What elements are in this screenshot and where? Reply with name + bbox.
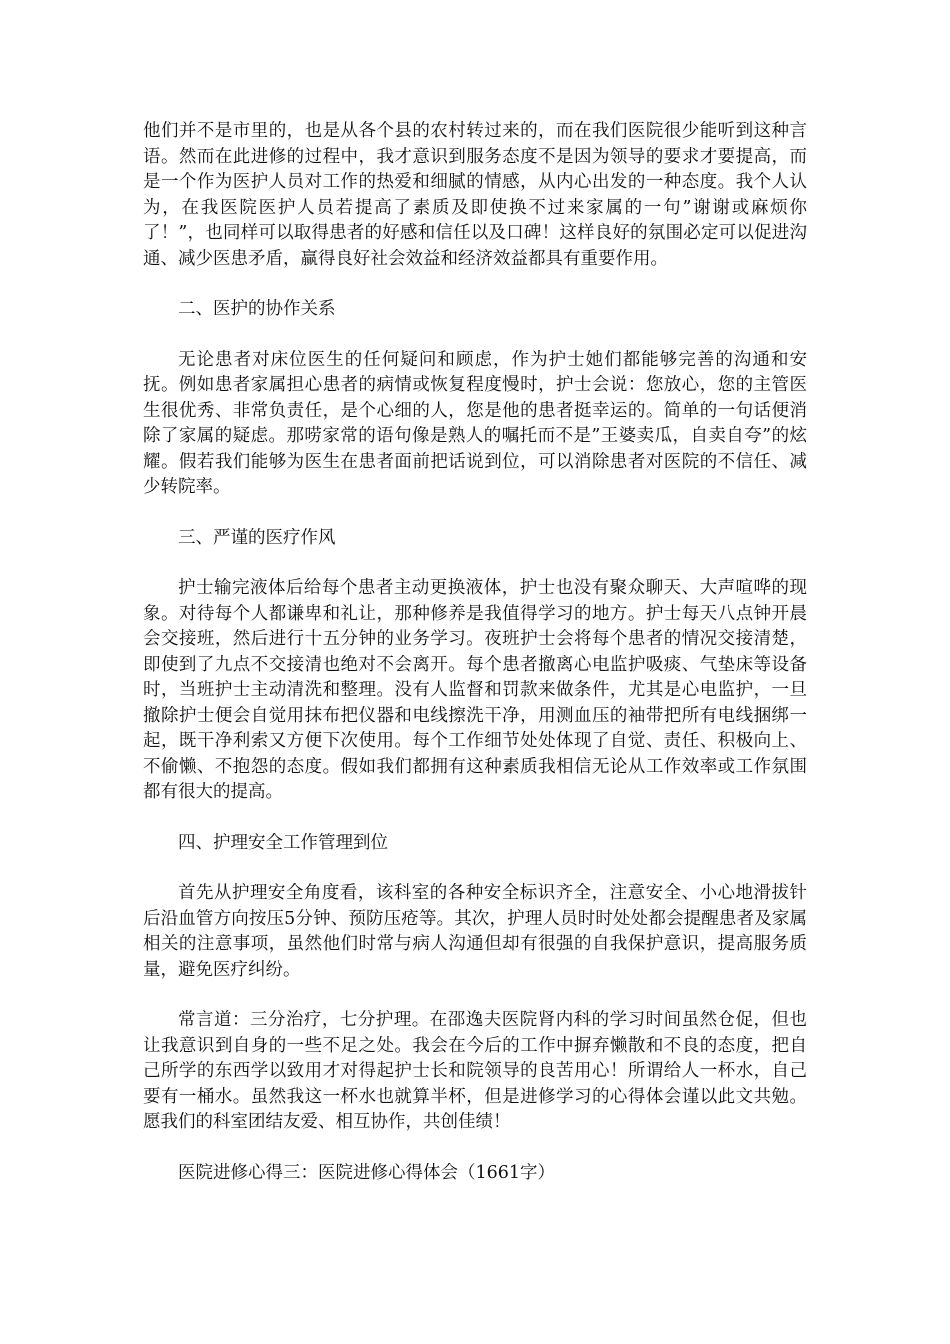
paragraph-5: 常言道：三分治疗，七分护理。在邵逸夫医院肾内科的学习时间虽然仓促，但也让我意识到自身的一些不足之处。我会在今后的工作中摒弃懒散和不良的态度，把自己所学的东西学以致用才对得起护士长和院领导的良苦用心！所谓给人一杯水，自己要有一桶水。虽然我这一杯水也就算半杯，但是进修学习的心得体会谨以此文共勉。愿我们的科室团结友爱、相互协作，共创佳绩！ <box>143 1010 807 1132</box>
section-heading-3: 三、严谨的医疗作风 <box>178 527 336 548</box>
document-page <box>143 119 807 1211</box>
paragraph-4: 首先从护理安全角度看，该科室的各种安全标识齐全，注意安全、小心地滑拔针后沿血管方向按压5分钟、预防压疮等。其次，护理人员时时处处都会提醒患者及家属相关的注意事项，虽然他们时常与病人沟通但却有很强的自我保护意识，提高服务质量，避免医疗纠纷。 <box>143 883 807 980</box>
paragraph-1: 他们并不是市里的，也是从各个县的农村转过来的，而在我们医院很少能听到这种言语。然而在此进修的过程中，我才意识到服务态度不是因为领导的要求才要提高，而是一个作为医护人员对工作的热爱和细腻的情感，从内心出发的一种态度。我个人认为，在我医院医护人员若提高了素质及即使换不过来家属的一句”谢谢或麻烦你了！”，也同样可以取得患者的好感和信任以及口碑！这样良好的氛围必定可以促进沟通、减少医患矛盾，赢得良好社会效益和经济效益都具有重要作用。 <box>143 121 807 269</box>
paragraph-2: 无论患者对床位医生的任何疑问和顾虑，作为护士她们都能够完善的沟通和安抚。例如患者家属担心患者的病情或恢复程度慢时，护士会说：您放心，您的主管医生很优秀、非常负责任，是个心细的人，您是他的患者挺幸运的。简单的一句话便消除了家属的疑虑。那唠家常的语句像是熟人的嘱托而不是”王婆卖瓜，自卖自夸”的炫耀。假若我们能够为医生在患者面前把话说到位，可以消除患者对医院的不信任、减少转院率。 <box>143 349 807 497</box>
paragraph-3: 护士输完液体后给每个患者主动更换液体，护士也没有聚众聊天、大声喧哗的现象。对待每个人都谦卑和礼让，那种修养是我值得学习的地方。护士每天八点钟开晨会交接班，然后进行十五分钟的业务学习。夜班护士会将每个患者的情况交接清楚，即使到了九点不交接清也绝对不会离开。每个患者撤离心电监护吸痰、气垫床等设备时，当班护士主动清洗和整理。没有人监督和罚款来做条件，尤其是心电监护，一旦撤除护士便会自觉用抹布把仪器和电线擦洗干净，用测血压的袖带把所有电线捆绑一起，既干净利索又方便下次使用。每个工作细节处处体现了自觉、责任、积极向上、不偷懒、不抱怨的态度。假如我们都拥有这种素质我相信无论从工作效率或工作氛围都有很大的提高。 <box>143 578 807 802</box>
section-heading-2: 二、医护的协作关系 <box>178 299 336 319</box>
article-title-3: 医院进修心得三：医院进修心得体会（1661字） <box>178 1162 556 1183</box>
section-heading-4: 四、护理安全工作管理到位 <box>178 832 388 853</box>
